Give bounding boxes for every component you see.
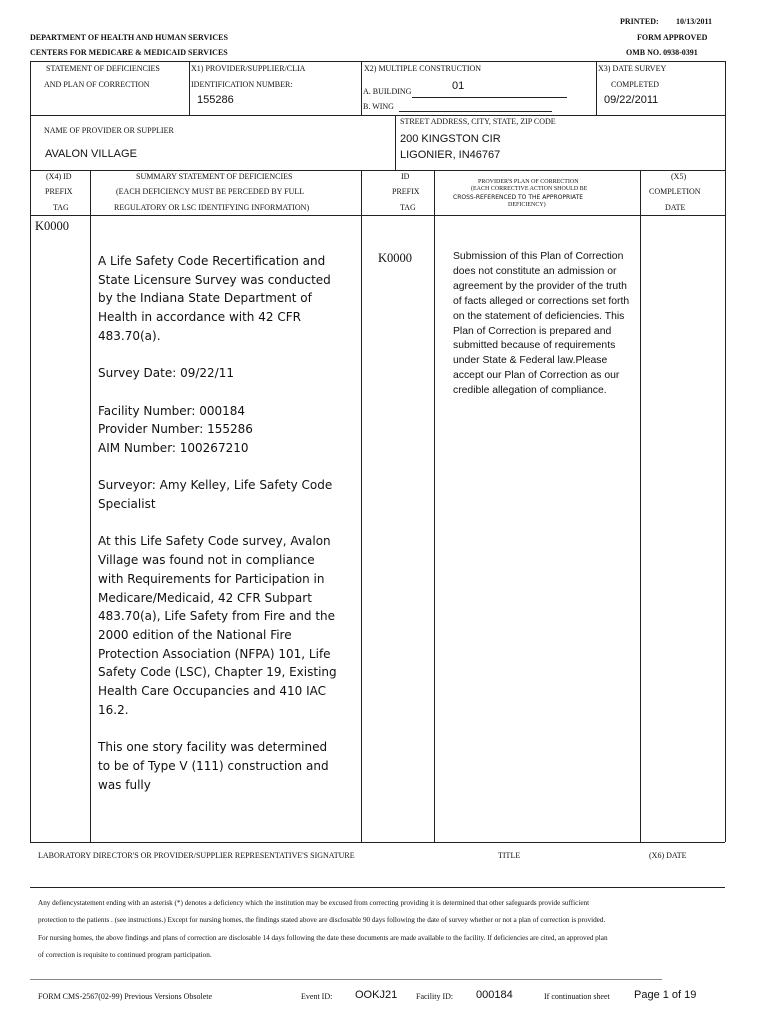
summary-paragraph: A Life Safety Code Recertification and State Licensure Survey was conducted by the Indiana State Department of Health in accordance with 42 CFR 483.70(a).: [98, 254, 331, 343]
summary-header-1: SUMMARY STATEMENT OF DEFICIENCIES: [136, 172, 293, 181]
rule: [30, 887, 725, 888]
street-address: 200 KINGSTON CIR: [400, 133, 501, 145]
department-title: DEPARTMENT OF HEALTH AND HUMAN SERVICES: [30, 33, 228, 42]
rule: [189, 61, 190, 115]
x5-header-2: COMPLETION: [649, 187, 701, 196]
x4-header-1: (X4) ID: [46, 172, 72, 181]
rule: [395, 115, 396, 170]
provider-name: AVALON VILLAGE: [45, 148, 137, 160]
continuation-label: If continuation sheet: [544, 992, 610, 1001]
address-label: STREET ADDRESS, CITY, STATE, ZIP CODE: [400, 117, 556, 126]
city-state-zip: LIGONIER, IN46767: [400, 149, 501, 161]
form-approved: FORM APPROVED: [637, 33, 708, 42]
rule: [30, 61, 31, 842]
x5-header-1: (X5): [671, 172, 687, 181]
x1-label-1: X1) PROVIDER/SUPPLIER/CLIA: [191, 64, 306, 73]
x5-header-3: DATE: [665, 203, 686, 212]
event-id-value: OOKJ21: [355, 989, 398, 1001]
summary-paragraph: This one story facility was determined to be of Type V (111) construction and was fully: [98, 740, 329, 792]
rule: [361, 170, 362, 842]
prefix-tag: K0000: [35, 219, 70, 233]
rule: [725, 61, 726, 842]
rule: [30, 842, 725, 843]
summary-paragraph: Surveyor: Amy Kelley, Life Safety Code Specialist: [98, 478, 333, 512]
summary-header-2: (EACH DEFICIENCY MUST BE PERCEDED BY FULL: [116, 187, 305, 196]
rule: [434, 170, 435, 842]
disclaimer-text: Any defiencystatement ending with an asterisk (*) denotes a deficiency which the institution may be excused from correcting providing it is determined that other safeguards provide sufficient protection to the patients . (see instructions.) Except for nursing homes, the findings stated above are disclosable 90 days following the date of survey whether or not a plan of correction is provided. For nursing homes, the above findings and plans of correction are disclosable 14 days following the date these documents are made available to the facility. If deficiencies are cited, an approved plan of correction is requisite to continued program participation.: [38, 899, 608, 959]
summary-header-3: REGULATORY OR LSC IDENTIFYING INFORMATION): [114, 203, 310, 212]
building-label: A. BUILDING: [363, 87, 412, 96]
plan-of-correction: Submission of this Plan of Correction does not constitute an admission or agreement by the provider of the truth of facts alleged or corrections set forth on the statement of deficiencies. This Plan of Correction is prepared and submitted because of requirements under State & Federal law.Please accept our Plan of Correction as our credible allegation of compliance.: [453, 251, 630, 397]
summary-paragraph: Facility Number: 000184 Provider Number: 155286 AIM Number: 100267210: [98, 403, 253, 455]
x4-header-2: PREFIX: [45, 187, 73, 196]
building-underline: [412, 97, 567, 98]
building-value: 01: [452, 80, 465, 92]
id-header-1: ID: [401, 172, 410, 181]
rule: [30, 115, 725, 116]
rule: [30, 170, 725, 171]
provider-name-label: NAME OF PROVIDER OR SUPPLIER: [44, 126, 174, 135]
page-number: Page 1 of 19: [634, 989, 697, 1001]
director-signature-label: LABORATORY DIRECTOR'S OR PROVIDER/SUPPLIER REPRESENTATIVE'S SIGNATURE: [38, 851, 355, 860]
rule: [640, 170, 641, 842]
deficiency-summary: [98, 252, 338, 813]
rule: [361, 61, 362, 115]
wing-underline: [399, 111, 552, 112]
rule: [30, 979, 662, 980]
wing-label: B. WING: [363, 102, 394, 111]
summary-paragraph: At this Life Safety Code survey, Avalon Village was found not in compliance with Requirements for Participation in Medicare/Medicaid, 42 CFR Subpart 483.70(a), Life Safety from Fire and the 2000 edition of the National Fire Protection Association (NFPA) 101, Life Safety Code (LSC), Chapter 19, Existing Health Care Occupancies and 410 IAC 16.2.: [98, 534, 337, 717]
x1-label-2: IDENTIFICATION NUMBER:: [191, 80, 293, 89]
id-header-2: PREFIX: [392, 187, 420, 196]
omb-number: OMB NO. 0938-0391: [626, 48, 698, 57]
facility-id-label: Facility ID:: [416, 992, 454, 1001]
rule: [90, 170, 91, 842]
event-id-label: Event ID:: [301, 992, 333, 1001]
signature-date-label: (X6) DATE: [649, 851, 687, 860]
x3-label-2: COMPLETED: [611, 80, 659, 89]
facility-id-value: 000184: [476, 989, 513, 1001]
summary-paragraph: Survey Date: 09/22/11: [98, 366, 234, 381]
printed-label: PRINTED:: [620, 17, 659, 26]
form-id: FORM CMS-2567(02-99) Previous Versions Obsolete: [38, 992, 213, 1001]
id-header-3: TAG: [400, 203, 416, 212]
rule: [30, 215, 725, 216]
statement-label-2: AND PLAN OF CORRECTION: [44, 80, 150, 89]
rule: [30, 61, 725, 62]
x3-label-1: X3) DATE SURVEY: [598, 64, 667, 73]
plan-header-4: DEFICIENCY): [508, 202, 546, 208]
id-prefix-tag: K0000: [378, 251, 413, 265]
x2-label: X2) MULTIPLE CONSTRUCTION: [364, 64, 482, 73]
centers-title: CENTERS FOR MEDICARE & MEDICAID SERVICES: [30, 48, 228, 57]
title-label: TITLE: [498, 851, 521, 860]
x4-header-3: TAG: [53, 203, 69, 212]
plan-header-2: (EACH CORRECTIVE ACTION SHOULD BE: [471, 186, 588, 192]
rule: [596, 61, 597, 115]
statement-label-1: STATEMENT OF DEFICIENCIES: [46, 64, 160, 73]
printed-date: 10/13/2011: [676, 17, 713, 26]
plan-header-1: PROVIDER'S PLAN OF CORRECTION: [478, 179, 579, 185]
plan-header-3: CROSS-REFERENCED TO THE APPROPRIATE: [453, 194, 584, 201]
survey-date-value: 09/22/2011: [604, 94, 659, 106]
provider-id-value: 155286: [197, 94, 234, 106]
